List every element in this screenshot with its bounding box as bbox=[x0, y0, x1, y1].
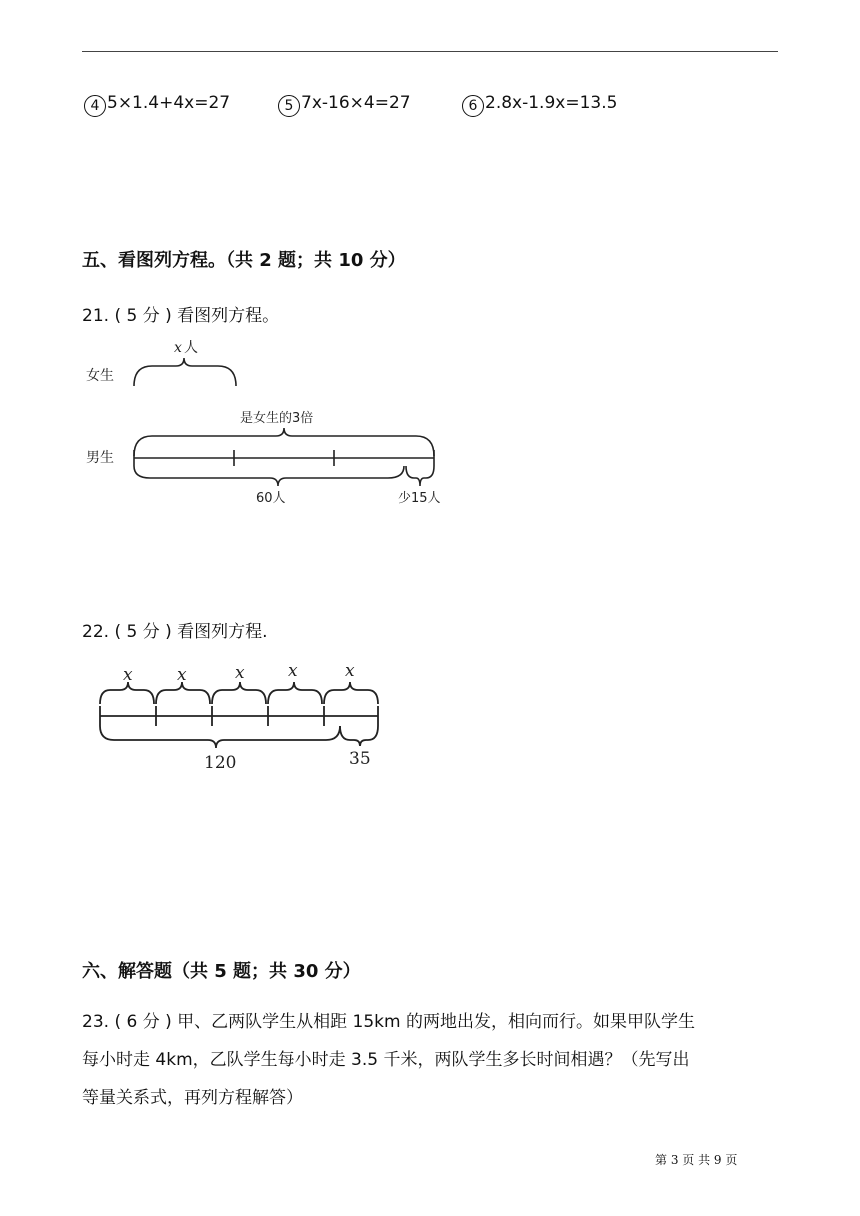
x-label-2: x bbox=[177, 665, 187, 685]
part-label: 35 bbox=[349, 749, 371, 769]
boys-label: 男生 bbox=[86, 450, 114, 466]
girls-label: 女生 bbox=[86, 368, 114, 384]
section-5-title: 五、看图列方程。（共 2 题；共 10 分） bbox=[82, 250, 406, 271]
header-rule bbox=[82, 51, 778, 52]
equation-text: 5×1.4+4x=27 bbox=[107, 93, 231, 113]
x-var-label: x bbox=[174, 340, 182, 356]
question-23-line-2: 每小时走 4km，乙队学生每小时走 3.5 千米，两队学生多长时间相遇？（先写出 bbox=[82, 1050, 690, 1070]
x-label-3: x bbox=[235, 663, 245, 683]
part-brace bbox=[340, 726, 378, 746]
less-15-brace bbox=[406, 466, 434, 486]
x-label-4: x bbox=[288, 661, 298, 681]
sixty-label: 60人 bbox=[256, 491, 286, 506]
boys-top-brace bbox=[134, 428, 434, 456]
equation-4 bbox=[84, 93, 230, 117]
q21-diagram bbox=[80, 330, 460, 510]
x-unit-label: 人 bbox=[184, 340, 198, 356]
section-6-title: 六、解答题（共 5 题；共 30 分） bbox=[82, 961, 361, 982]
circled-number: 5 bbox=[278, 95, 300, 117]
equation-6 bbox=[462, 93, 617, 117]
circled-number: 4 bbox=[84, 95, 106, 117]
question-23-line-1: 23. ( 6 分 ) 甲、乙两队学生从相距 15km 的两地出发，相向而行。如果甲队学生 bbox=[82, 1012, 695, 1032]
question-23-line-3: 等量关系式，再列方程解答） bbox=[82, 1088, 303, 1108]
equation-5 bbox=[278, 93, 411, 117]
less-15-label: 少15人 bbox=[398, 491, 441, 506]
sixty-brace bbox=[134, 466, 404, 486]
equation-text: 2.8x-1.9x=13.5 bbox=[485, 93, 618, 113]
x-label-1: x bbox=[123, 665, 133, 685]
total-brace bbox=[100, 726, 340, 748]
question-23 bbox=[82, 1003, 782, 1117]
top-label: 是女生的3倍 bbox=[240, 411, 314, 426]
question-22: 22. ( 5 分 ) 看图列方程. bbox=[82, 622, 268, 642]
total-label: 120 bbox=[204, 753, 237, 773]
circled-number: 6 bbox=[462, 95, 484, 117]
equation-text: 7x-16×4=27 bbox=[301, 93, 411, 113]
page-footer: 第 3 页 共 9 页 bbox=[655, 1153, 738, 1167]
girls-brace bbox=[134, 358, 236, 386]
q22-diagram bbox=[90, 660, 400, 780]
x-label-5: x bbox=[345, 661, 355, 681]
question-21: 21. ( 5 分 ) 看图列方程。 bbox=[82, 306, 280, 326]
